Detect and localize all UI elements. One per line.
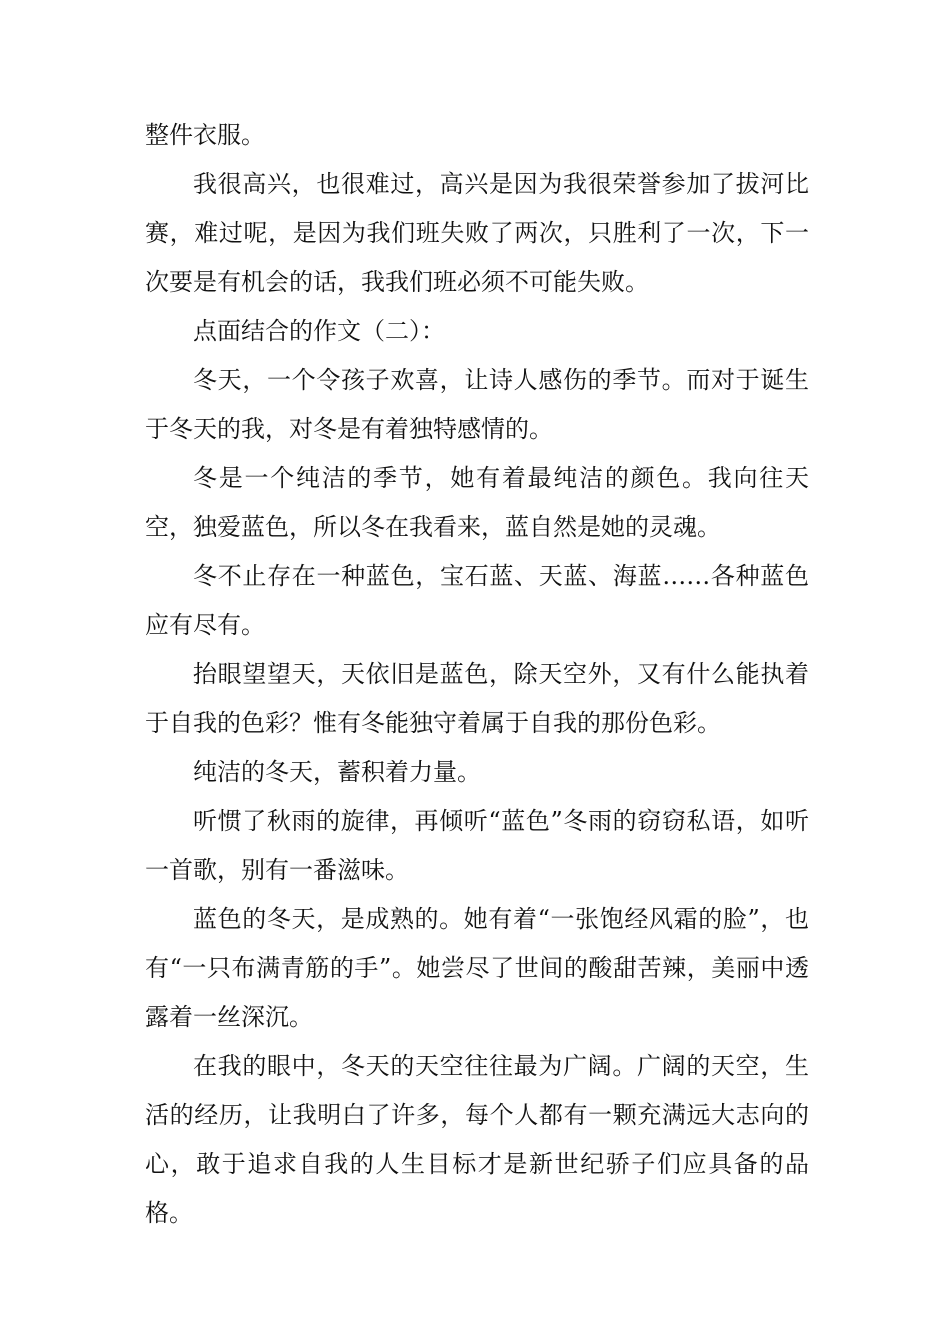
- paragraph: 整件衣服。: [145, 121, 265, 149]
- paragraph: 听惯了秋雨的旋律，再倾听“蓝色”冬雨的窃窃私语，如听一首歌，别有一番滋味。: [145, 807, 809, 884]
- section-heading: 点面结合的作文（二）：: [193, 317, 445, 345]
- paragraph: 我很高兴，也很难过，高兴是因为我很荣誉参加了拔河比赛，难过呢，是因为我们班失败了两次，只胜利了一次，下一次要是有机会的话，我我们班必须不可能失败。: [145, 170, 809, 296]
- paragraph: 抬眼望望天，天依旧是蓝色，除天空外，又有什么能执着于自我的色彩？惟有冬能独守着属于自我的那份色彩。: [145, 660, 809, 737]
- paragraph: 冬天，一个令孩子欢喜，让诗人感伤的季节。而对于诞生于冬天的我，对冬是有着独特感情的。: [145, 366, 809, 443]
- paragraph: 冬是一个纯洁的季节，她有着最纯洁的颜色。我向往天空，独爱蓝色，所以冬在我看来，蓝自然是她的灵魂。: [145, 464, 809, 541]
- paragraph: 在我的眼中，冬天的天空往往最为广阔。广阔的天空，生活的经历，让我明白了许多，每个人都有一颗充满远大志向的心，敢于追求自我的人生目标才是新世纪骄子们应具备的品格。: [145, 1052, 809, 1227]
- paragraph: 蓝色的冬天，是成熟的。她有着“一张饱经风霜的脸”，也有“一只布满青筋的手”。她尝尽了世间的酸甜苦辣，美丽中透露着一丝深沉。: [145, 905, 809, 1031]
- paragraph: 纯洁的冬天，蓄积着力量。: [193, 758, 481, 786]
- document-body: [145, 111, 809, 1238]
- paragraph: 冬不止存在一种蓝色，宝石蓝、天蓝、海蓝……各种蓝色应有尽有。: [145, 562, 809, 639]
